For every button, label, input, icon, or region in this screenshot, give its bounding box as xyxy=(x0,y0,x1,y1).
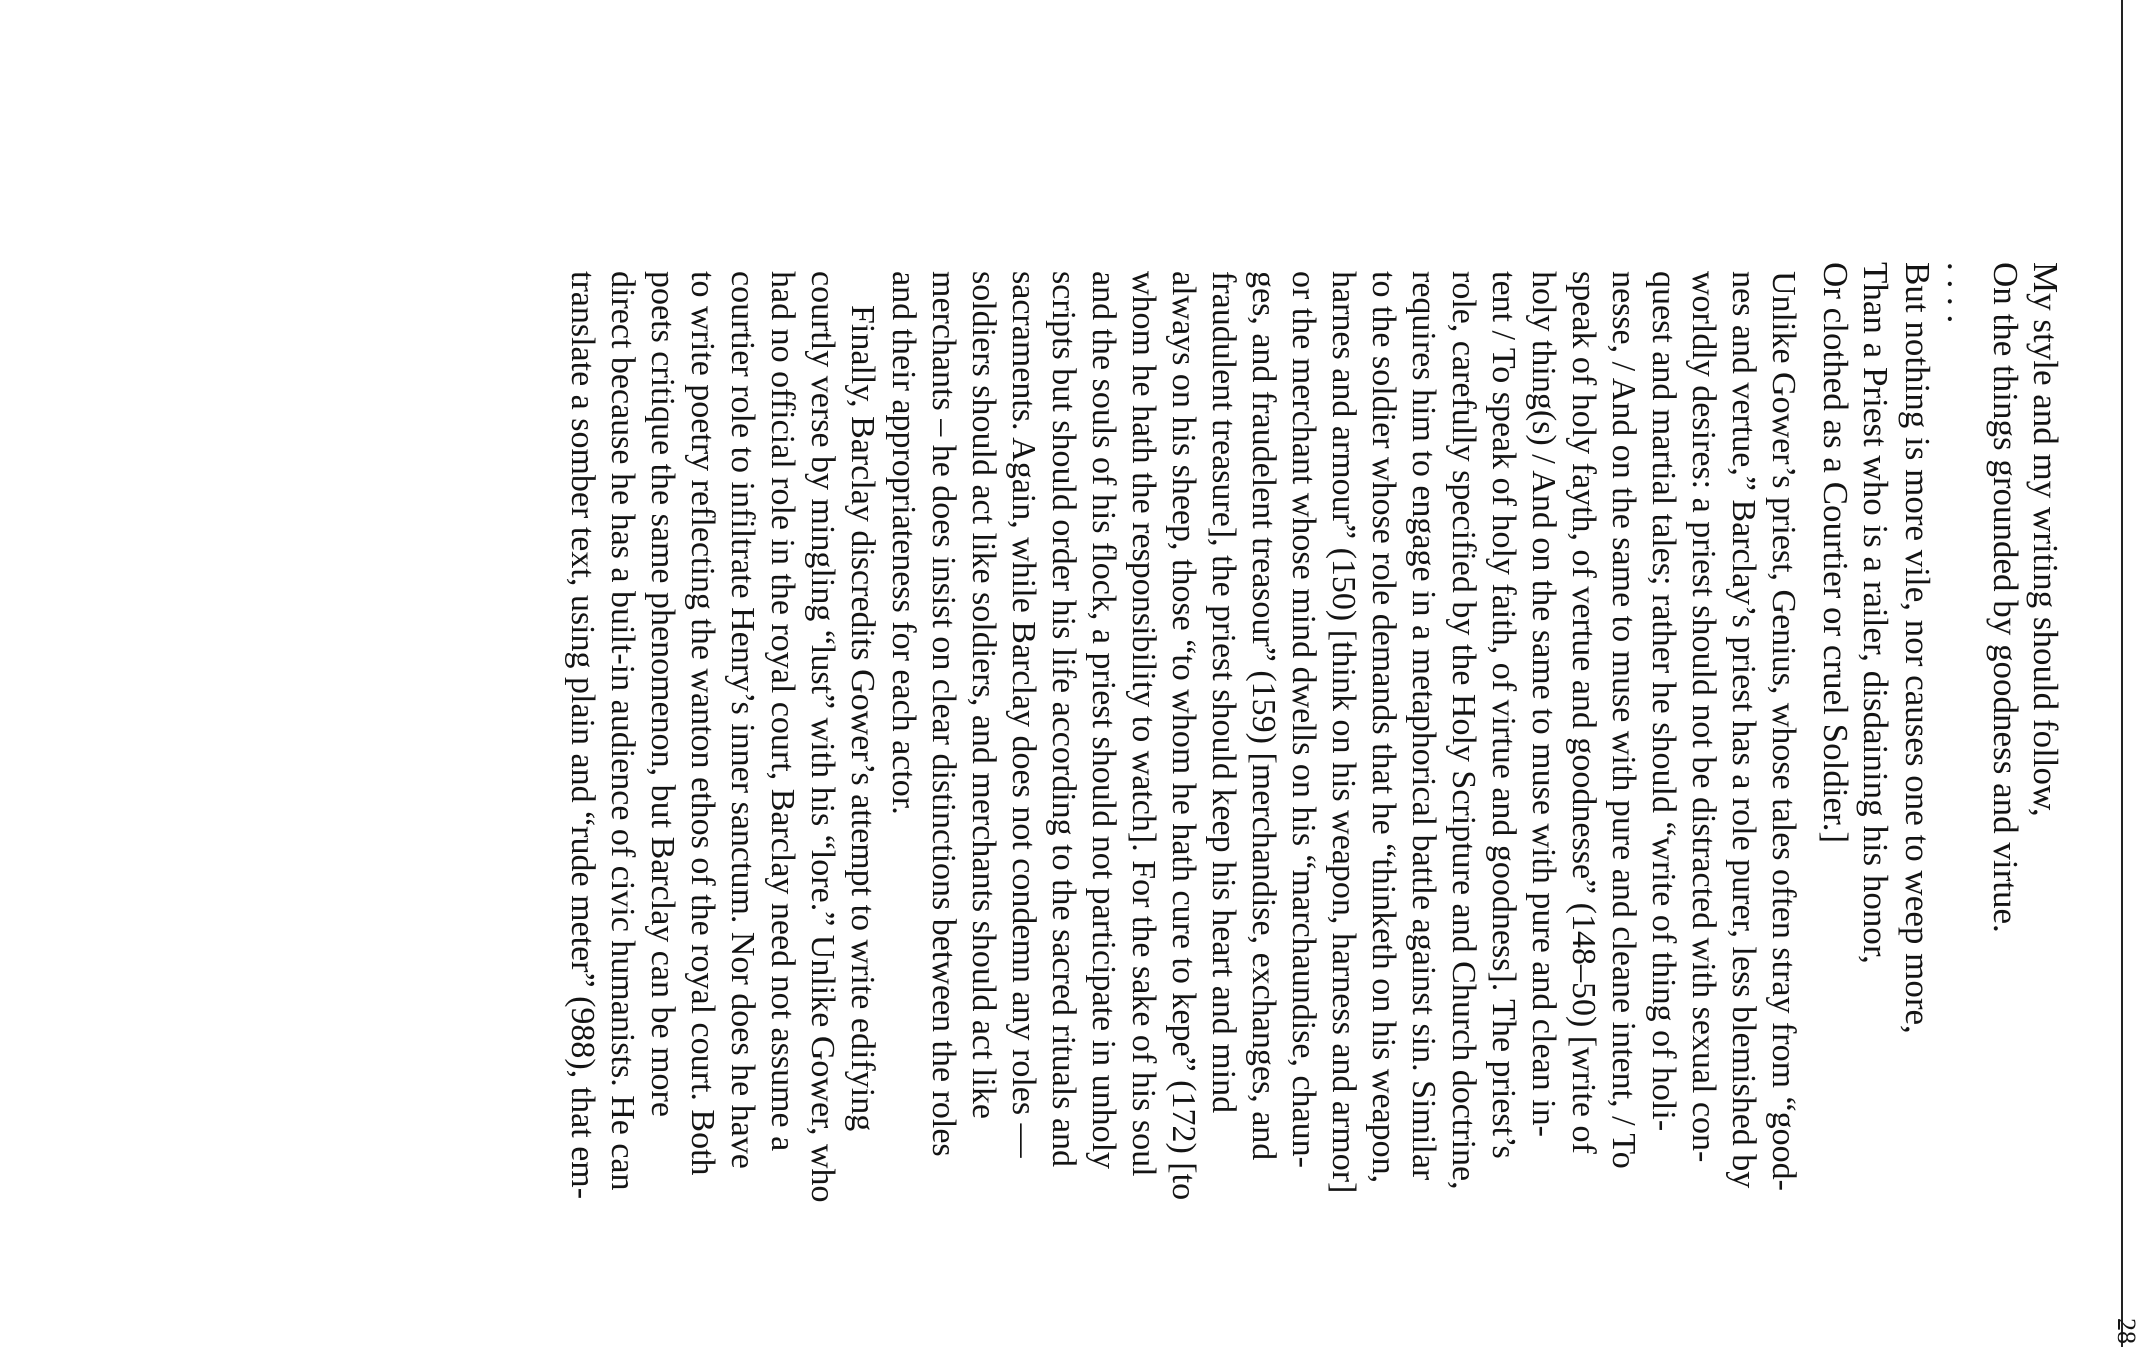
paragraph-line: role, carefully specified by the Holy Scripture and Church doctrine, xyxy=(1445,271,1482,1190)
paragraph-line: nesse, / And on the same to muse with pure and cleane intent, / To xyxy=(1605,271,1642,1169)
paragraph-line: Unlike Gower’s priest, Genius, whose tales often stray from “good- xyxy=(1765,271,1802,1191)
verse-line: . . . . xyxy=(1940,262,1979,324)
paragraph-line: quest and martial tales; rather he should “write of thing of holi- xyxy=(1645,271,1682,1132)
paragraph-line: requires him to engage in a metaphorical battle against sin. Similar xyxy=(1405,271,1442,1181)
verse-line: My style and my writing should follow, xyxy=(2026,262,2065,817)
paragraph-line: had no official role in the royal court, Barclay need not assume a xyxy=(764,271,801,1152)
verse-line: Or clothed as a Courtier or cruel Soldier.] xyxy=(1816,262,1855,844)
paragraph-line: soldiers should act like soldiers, and merchants should act like xyxy=(965,271,1002,1119)
paragraph-line: direct because he has a built-in audience of civic humanists. He can xyxy=(604,271,641,1191)
paragraph-line: sacraments. Again, while Barclay does not condemn any roles — xyxy=(1005,271,1042,1158)
paragraph-line: courtly verse by mingling “lust” with his “lore.” Unlike Gower, who xyxy=(804,271,841,1203)
paragraph-line: fraudulent treasure], the priest should keep his heart and mind xyxy=(1205,271,1242,1114)
paragraph-line: tent / To speak of holy faith, of virtue and goodness]. The priest’s xyxy=(1485,271,1522,1159)
verse-line: But nothing is more vile, nor causes one to weep more, xyxy=(1898,262,1937,1034)
verse-line: On the things grounded by goodness and virtue. xyxy=(1986,262,2025,933)
paragraph-line: to write poetry reflecting the wanton ethos of the royal court. Both xyxy=(684,271,721,1176)
paragraph-line: Finally, Barclay discredits Gower’s attempt to write edifying xyxy=(844,305,881,1132)
paragraph-line: ges, and fraudelent treasour” (159) [merchandise, exchanges, and xyxy=(1245,271,1282,1161)
paragraph-line: or the merchant whose mind dwells on his “marchaundise, chaun- xyxy=(1285,271,1322,1168)
paragraph-line: whom he hath the responsibility to watch]. For the sake of his soul xyxy=(1125,271,1162,1177)
paragraph-line: worldly desires: a priest should not be distracted with sexual con- xyxy=(1685,271,1722,1163)
paragraph-line: always on his sheep, those “to whom he hath cure to kepe” (172) [to xyxy=(1165,271,1202,1201)
paragraph-line: merchants – he does insist on clear distinctions between the roles xyxy=(925,271,962,1157)
paragraph-line: to the soldier whose role demands that he “thinketh on his weapon, xyxy=(1365,271,1402,1184)
paragraph-line: poets critique the same phenomenon, but Barclay can be more xyxy=(644,271,681,1117)
paragraph-line: speak of holy fayth, of vertue and goodnesse” (148–50) [write of xyxy=(1565,271,1602,1154)
paragraph-line: and the souls of his flock, a priest should not participate in unholy xyxy=(1085,271,1122,1170)
page-number: 28 xyxy=(2112,1318,2141,1344)
paragraph-line: courtier role to infiltrate Henry’s inner sanctum. Nor does he have xyxy=(724,271,761,1169)
paragraph-line: harnes and armour” (150) [think on his weapon, harness and armor] xyxy=(1325,271,1362,1194)
paragraph-line: nes and vertue,” Barclay’s priest has a role purer, less blemished by xyxy=(1725,271,1762,1189)
paragraph-line: scripts but should order his life according to the sacred rituals and xyxy=(1045,271,1082,1168)
page-edge-rule xyxy=(2120,0,2123,1347)
verse-line: Than a Priest who is a railer, disdaining his honor, xyxy=(1856,262,1895,964)
paragraph-line: translate a somber text, using plain and “rude meter” (988), that em- xyxy=(564,271,601,1200)
paragraph-line: holy thing(s) / And on the same to muse with pure and clean in- xyxy=(1525,271,1562,1137)
paragraph-line: and their appropriateness for each actor. xyxy=(885,271,922,815)
